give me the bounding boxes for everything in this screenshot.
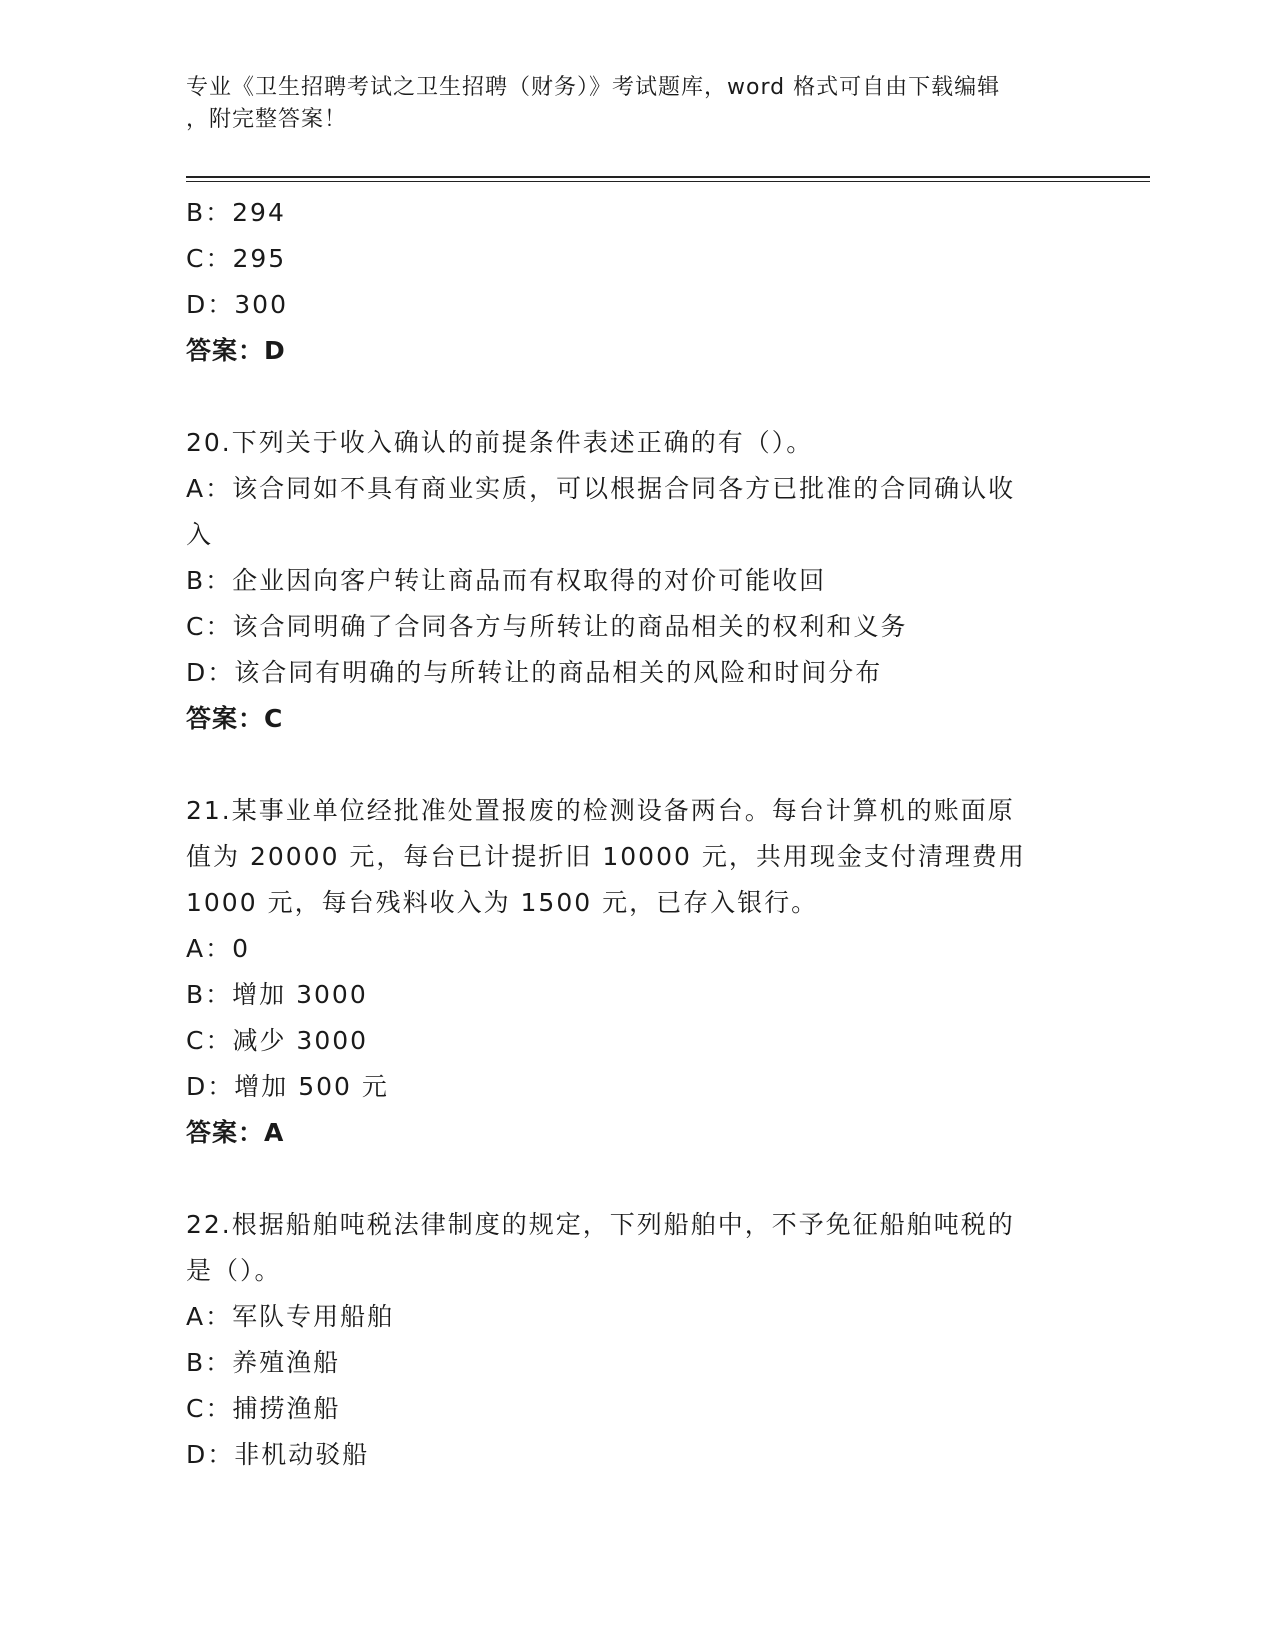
- option-line: [186, 650, 1086, 696]
- option-line: [186, 236, 1086, 282]
- option-label: B：: [186, 980, 233, 1009]
- option-label: A：: [186, 474, 233, 503]
- option-text: 该合同如不具有商业实质，可以根据合同各方已批准的合同确认收: [232, 474, 1016, 503]
- option-label: B：: [186, 1348, 233, 1377]
- option-text: 增加 500 元: [234, 1072, 389, 1101]
- option-line: [186, 1294, 1086, 1340]
- option-label: D：: [186, 658, 235, 687]
- option-label: C：: [186, 244, 233, 273]
- option-text: 捕捞渔船: [232, 1394, 341, 1423]
- option-label: D：: [186, 1072, 235, 1101]
- question-stem: 是（）。: [186, 1256, 282, 1285]
- option-line: [186, 1386, 1086, 1432]
- spacer: [186, 374, 1086, 420]
- option-line: [186, 190, 1086, 236]
- option-line: [186, 1064, 1086, 1110]
- option-text: 0: [232, 934, 251, 963]
- header-divider: [186, 176, 1150, 178]
- page-header: [186, 72, 1066, 136]
- option-text: 增加 3000: [232, 980, 368, 1009]
- option-line: [186, 1340, 1086, 1386]
- prev-question-block: [186, 190, 1086, 374]
- document-body: [186, 190, 1086, 1478]
- option-text: 减少 3000: [232, 1026, 369, 1055]
- option-line: [186, 466, 1086, 512]
- option-line: [186, 1018, 1086, 1064]
- option-text: 养殖渔船: [232, 1348, 341, 1377]
- header-title-line2: ，附完整答案！: [186, 107, 348, 132]
- question-stem: 值为 20000 元，每台已计提折旧 10000 元，共用现金支付清理费用: [186, 842, 1026, 871]
- question-stem: 22.根据船舶吨税法律制度的规定，下列船舶中，不予免征船舶吨税的: [186, 1210, 1015, 1239]
- spacer: [186, 1156, 1086, 1202]
- option-line: [186, 282, 1086, 328]
- option-line: [186, 604, 1086, 650]
- spacer: [186, 742, 1086, 788]
- option-line-continued: 入: [186, 520, 214, 549]
- answer-line: 答案：D: [186, 336, 286, 365]
- question-20: [186, 420, 1086, 742]
- question-21: [186, 788, 1086, 1156]
- header-divider-thin: [186, 181, 1150, 182]
- option-text: 军队专用船舶: [232, 1302, 395, 1331]
- option-text: 企业因向客户转让商品而有权取得的对价可能收回: [232, 566, 827, 595]
- option-label: B：: [186, 198, 233, 227]
- option-line: [186, 558, 1086, 604]
- option-line: [186, 972, 1086, 1018]
- question-stem: 20.下列关于收入确认的前提条件表述正确的有（）。: [186, 428, 814, 457]
- question-22: [186, 1202, 1086, 1478]
- option-text: 295: [232, 244, 287, 273]
- question-stem: 1000 元，每台残料收入为 1500 元，已存入银行。: [186, 888, 819, 917]
- option-label: C：: [186, 612, 233, 641]
- option-label: A：: [186, 1302, 233, 1331]
- option-text: 该合同有明确的与所转让的商品相关的风险和时间分布: [234, 658, 883, 687]
- option-label: C：: [186, 1026, 233, 1055]
- question-stem: 21.某事业单位经批准处置报废的检测设备两台。每台计算机的账面原: [186, 796, 1015, 825]
- option-label: D：: [186, 1440, 235, 1469]
- option-label: C：: [186, 1394, 233, 1423]
- answer-line: 答案：C: [186, 704, 284, 733]
- option-text: 294: [232, 198, 286, 227]
- option-text: 300: [234, 290, 288, 319]
- option-label: B：: [186, 566, 233, 595]
- option-line: [186, 926, 1086, 972]
- header-title-line1: 专业《卫生招聘考试之卫生招聘（财务）》考试题库，word 格式可自由下载编辑: [186, 75, 1001, 100]
- option-line: [186, 1432, 1086, 1478]
- option-label: A：: [186, 934, 233, 963]
- answer-line: 答案：A: [186, 1118, 285, 1147]
- option-label: D：: [186, 290, 235, 319]
- option-text: 该合同明确了合同各方与所转让的商品相关的权利和义务: [232, 612, 908, 641]
- option-text: 非机动驳船: [234, 1440, 370, 1469]
